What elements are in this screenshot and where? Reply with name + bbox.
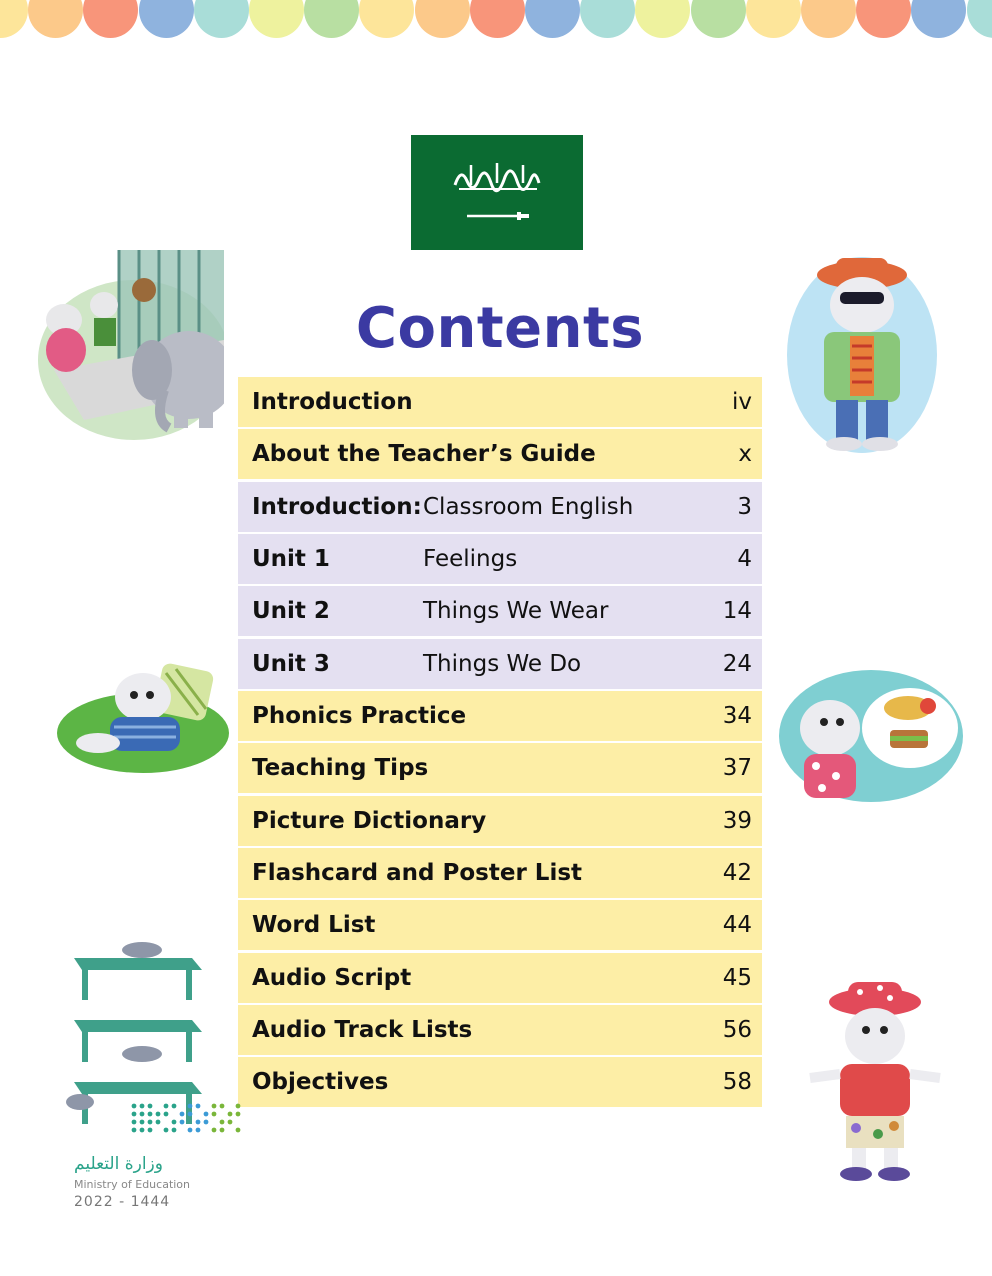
scallop [359,0,414,38]
toc-entry-title: Objectives [252,1069,389,1096]
flag-shahada-script [451,159,543,193]
logo-dot [204,1120,209,1125]
character-hat-sunglasses-illustration [780,250,945,458]
toc-page-number: 39 [722,807,752,834]
toc-page-number: 4 [737,546,752,573]
scallop [415,0,470,38]
logo-dot [164,1128,169,1133]
toc-page-number: 56 [722,1017,752,1044]
scalloped-top-border [0,0,992,40]
toc-row[interactable] [238,639,762,689]
logo-dot [220,1104,225,1109]
character-lying-grass-illustration [48,655,230,777]
scallop [194,0,249,38]
flag-sword [465,209,531,223]
toc-entry-title: Introduction: [252,493,422,520]
toc-page-number: 42 [722,860,752,887]
scallop [525,0,580,38]
toc-row[interactable] [238,1057,762,1107]
toc-entry-subtitle: Classroom English [423,493,634,520]
ministry-english-name: Ministry of Education [74,1178,191,1191]
toc-entry-title: Teaching Tips [252,755,429,782]
logo-dot [188,1104,193,1109]
logo-dot [156,1112,161,1117]
toc-page-number: 45 [722,964,752,991]
toc-row[interactable] [238,796,762,846]
logo-dot [132,1120,137,1125]
toc-entry-title: Unit 2 [252,598,330,625]
scallop [746,0,801,38]
toc-entry-title: Phonics Practice [252,703,467,730]
logo-dot [148,1120,153,1125]
toc-page-number: 14 [722,598,752,625]
toc-entry-title: Introduction [252,389,413,415]
toc-row[interactable] [238,848,762,898]
scallop [911,0,966,38]
logo-dot [140,1104,145,1109]
character-thinking-food-illustration [778,668,964,803]
logo-dot [148,1112,153,1117]
saudi-flag [411,135,583,250]
logo-dot [180,1112,185,1117]
toc-row[interactable] [238,482,762,532]
toc-entry-title: Word List [252,912,376,939]
logo-dot [180,1120,185,1125]
logo-dot [172,1104,177,1109]
scallop [139,0,194,38]
scallop [28,0,83,38]
edition-year: 2022 - 1444 [74,1194,171,1210]
ministry-arabic-name: وزارة التعليم [74,1154,163,1174]
logo-dot [148,1128,153,1133]
toc-entry-title: Picture Dictionary [252,807,487,834]
character-bucket-hat-illustration [790,978,960,1184]
logo-dot [132,1104,137,1109]
logo-dot [188,1128,193,1133]
logo-dot [212,1128,217,1133]
logo-dot [132,1128,137,1133]
logo-dot [172,1128,177,1133]
logo-dot [196,1120,201,1125]
logo-dot [140,1128,145,1133]
toc-row[interactable] [238,691,762,741]
scallop [691,0,746,38]
toc-page-number: 58 [722,1069,752,1096]
ministry-dots-logo [130,1102,250,1140]
scallop [470,0,525,38]
toc-row[interactable] [238,377,762,427]
logo-dot [212,1112,217,1117]
toc-entry-subtitle: Things We Do [423,650,582,677]
toc-entry-title: Audio Track Lists [252,1017,473,1044]
logo-dot [228,1112,233,1117]
logo-dot [236,1112,241,1117]
logo-dot [228,1120,233,1125]
toc-entry-subtitle: Feelings [423,546,518,573]
logo-dot [220,1120,225,1125]
ministry-logo-block [60,1098,260,1218]
toc-entry-title: About the Teacher’s Guide [252,441,596,468]
logo-dot [188,1112,193,1117]
logo-dot [148,1104,153,1109]
logo-dot [140,1112,145,1117]
logo-dot [204,1112,209,1117]
scallop [83,0,138,38]
logo-dot [140,1120,145,1125]
toc-row[interactable] [238,586,762,636]
logo-dot [236,1104,241,1109]
toc-entry-subtitle: Things We Wear [423,598,609,625]
logo-dot [132,1112,137,1117]
toc-row[interactable] [238,429,762,479]
page-title: Contents [355,296,645,361]
toc-page-number: 34 [722,703,752,730]
toc-row[interactable] [238,534,762,584]
scallop [635,0,690,38]
logo-dot [196,1128,201,1133]
contents-table [238,377,762,1110]
zoo-elephant-illustration [24,250,224,448]
scallop [801,0,856,38]
logo-dot [172,1120,177,1125]
toc-row[interactable] [238,743,762,793]
toc-entry-title: Unit 3 [252,650,330,677]
scallop [580,0,635,38]
logo-dot [156,1120,161,1125]
toc-entry-title: Audio Script [252,964,412,991]
toc-entry-title: Unit 1 [252,546,330,573]
toc-page-number: 3 [737,493,752,520]
toc-row[interactable] [238,900,762,950]
toc-page-number: 37 [722,755,752,782]
logo-dot [164,1104,169,1109]
scallop [249,0,304,38]
scallop [0,0,28,38]
logo-dot [236,1128,241,1133]
logo-dot [212,1104,217,1109]
logo-dot [220,1128,225,1133]
scallop [856,0,911,38]
toc-page-number: iv [731,389,752,415]
toc-page-number: x [738,441,752,468]
logo-dot [164,1112,169,1117]
logo-dot [196,1104,201,1109]
scallop [304,0,359,38]
toc-page-number: 24 [722,650,752,677]
toc-row[interactable] [238,1005,762,1055]
toc-page-number: 44 [722,912,752,939]
scallop [967,0,992,38]
toc-row[interactable] [238,953,762,1003]
toc-entry-title: Flashcard and Poster List [252,860,583,887]
